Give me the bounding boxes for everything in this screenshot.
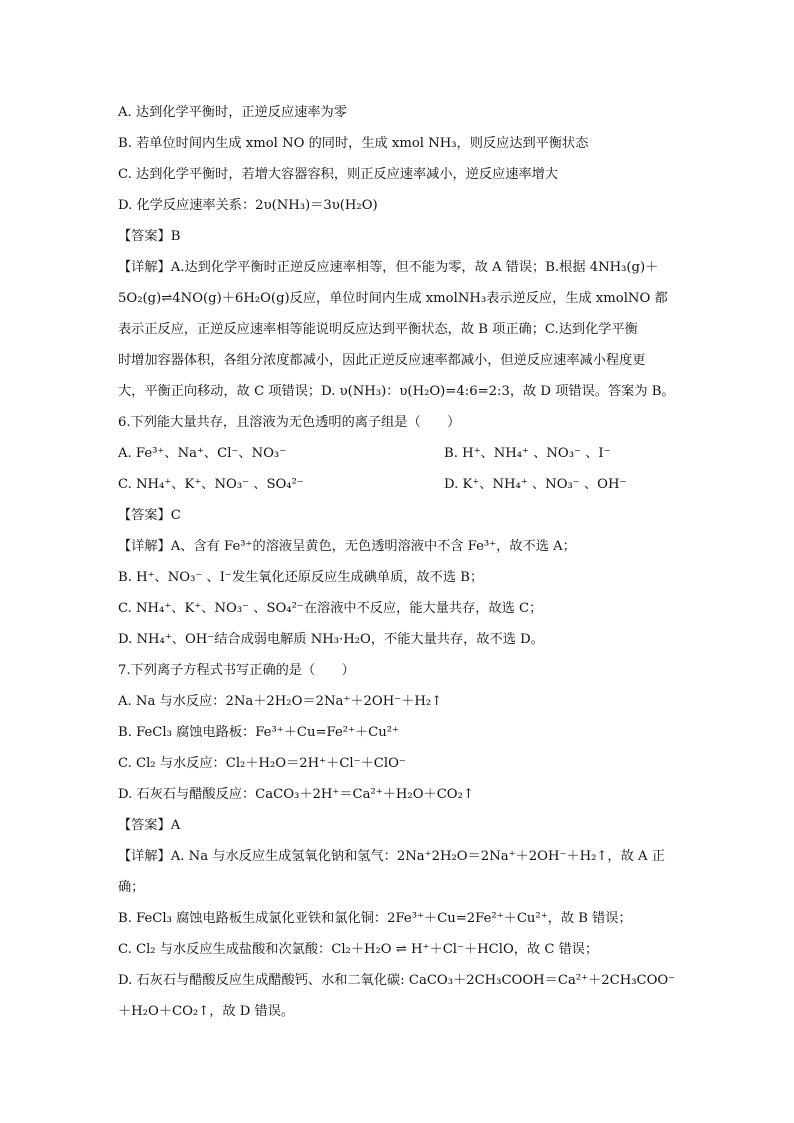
q6-option-d: D. K⁺、NH₄⁺ 、NO₃⁻ 、OH⁻ [444, 477, 627, 492]
q6-stem: 6.下列能大量共存，且溶液为无色透明的离子组是（ ） [118, 415, 461, 430]
q7-answer: 【答案】A [118, 818, 181, 833]
q7-option-d: D. 石灰石与醋酸反应：CaCO₃＋2H⁺＝Ca²⁺＋H₂O＋CO₂↑ [118, 787, 474, 802]
q6-option-c: C. NH₄⁺、K⁺、NO₃⁻ 、SO₄²⁻ [118, 477, 304, 492]
q6-detail-line-4: D. NH₄⁺、OH⁻结合成弱电解质 NH₃·H₂O，不能大量共存，故不选 D。 [118, 632, 544, 647]
q6-option-b: B. H⁺、NH₄⁺ 、NO₃⁻ 、I⁻ [444, 446, 611, 461]
q7-detail-line-6: ＋H₂O＋CO₂↑，故 D 错误。 [118, 1004, 295, 1019]
q5-option-c: C. 达到化学平衡时，若增大容器容积，则正反应速率减小，逆反应速率增大 [118, 167, 559, 182]
q5-option-d: D. 化学反应速率关系：2υ(NH₃)＝3υ(H₂O) [118, 198, 378, 213]
q7-detail-line-4: C. Cl₂ 与水反应生成盐酸和次氯酸：Cl₂＋H₂O ⇌ H⁺＋Cl⁻＋HClO，故 C 错误； [118, 942, 599, 957]
q7-stem: 7.下列离子方程式书写正确的是（ ） [118, 663, 355, 678]
q6-options-row-1 [118, 444, 678, 464]
q7-detail-line-1: 【详解】A. Na 与水反应生成氢氧化钠和氢气：2Na⁺2H₂O＝2Na⁺＋2OH⁻＋H₂↑，故 A 正 [118, 849, 665, 864]
q7-option-b: B. FeCl₃ 腐蚀电路板：Fe³⁺＋Cu=Fe²⁺＋Cu²⁺ [118, 725, 400, 740]
q6-detail-line-2: B. H⁺、NO₃⁻ 、I⁻发生氧化还原反应生成碘单质，故不选 B； [118, 570, 484, 585]
q5-detail-line-4: 时增加容器体积，各组分浓度都减小，因此正逆反应速率都减小，但逆反应速率减小程度更 [118, 353, 646, 368]
q7-option-c: C. Cl₂ 与水反应：Cl₂＋H₂O＝2H⁺＋Cl⁻＋ClO⁻ [118, 756, 406, 771]
q5-detail-line-3: 表示正反应，正逆反应速率相等能说明反应达到平衡状态，故 B 项正确；C.达到化学平衡 [118, 322, 638, 337]
q6-detail-line-3: C. NH₄⁺、K⁺、NO₃⁻ 、SO₄²⁻在溶液中不反应，能大量共存，故选 C； [118, 601, 543, 616]
q7-detail-line-2: 确； [118, 880, 145, 895]
q7-detail-line-5: D. 石灰石与醋酸反应生成醋酸钙、水和二氧化碳: CaCO₃＋2CH₃COOH＝Ca²⁺＋2CH₃COO⁻ [118, 973, 676, 988]
q5-detail-line-5: 大，平衡正向移动，故 C 项错误；D. υ(NH₃)：υ(H₂O)=4:6=2:3，故 D 项错误。答案为 B。 [118, 384, 675, 399]
q7-detail-line-3: B. FeCl₃ 腐蚀电路板生成氯化亚铁和氯化铜：2Fe³⁺＋Cu=2Fe²⁺＋Cu²⁺，故 B 错误； [118, 911, 632, 926]
q6-options-row-2 [118, 475, 678, 495]
q5-option-b: B. 若单位时间内生成 xmol NO 的同时，生成 xmol NH₃，则反应达到平衡状态 [118, 136, 589, 151]
q5-answer: 【答案】B [118, 229, 181, 244]
q5-detail-line-2: 5O₂(g)⇌4NO(g)＋6H₂O(g)反应，单位时间内生成 xmolNH₃表示逆反应，生成 xmolNO 都 [118, 291, 668, 306]
q6-answer: 【答案】C [118, 508, 181, 523]
q7-option-a: A. Na 与水反应：2Na＋2H₂O＝2Na⁺＋2OH⁻＋H₂↑ [118, 694, 443, 709]
q6-detail-line-1: 【详解】A、含有 Fe³⁺的溶液呈黄色，无色透明溶液中不含 Fe³⁺，故不选 A； [118, 539, 576, 554]
q5-detail-line-1: 【详解】A.达到化学平衡时正逆反应速率相等，但不能为零，故 A 错误；B.根据 4NH₃(g)＋ [118, 260, 659, 275]
q5-option-a: A. 达到化学平衡时，正逆反应速率为零 [118, 105, 347, 120]
q6-option-a: A. Fe³⁺、Na⁺、Cl⁻、NO₃⁻ [118, 446, 287, 461]
